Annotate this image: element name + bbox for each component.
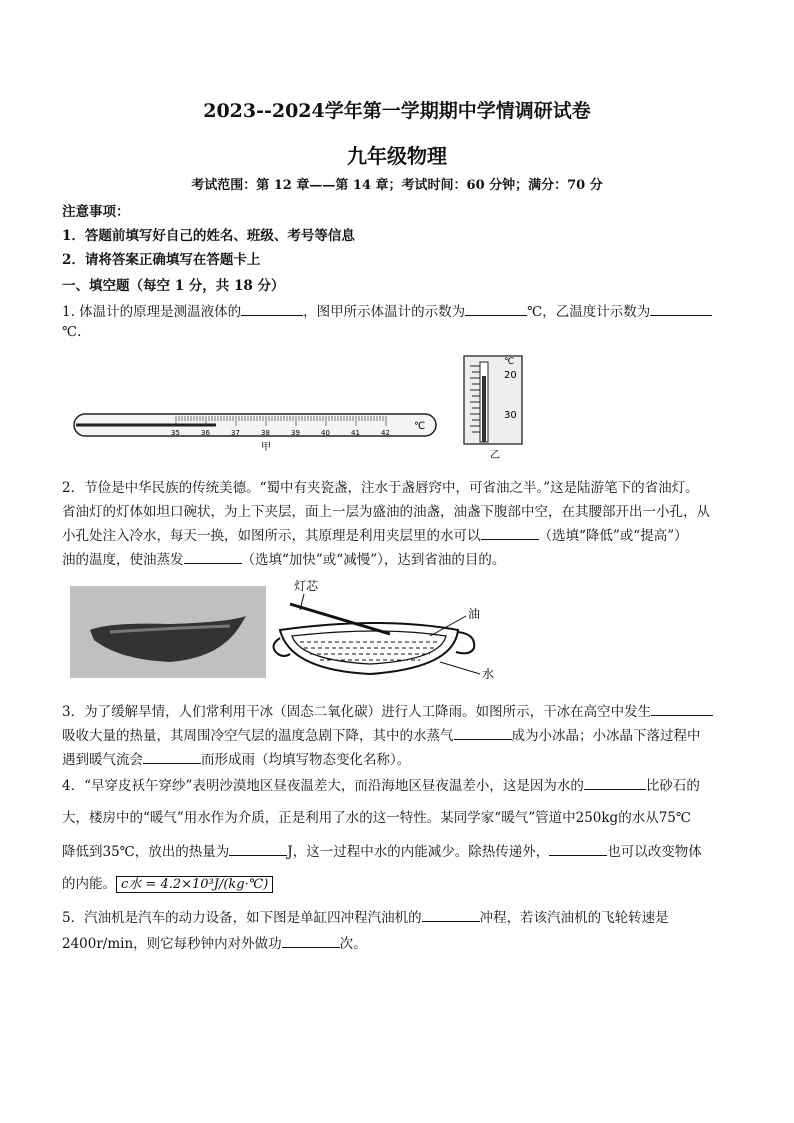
wall-thermometer-label-30: 30 bbox=[504, 410, 517, 421]
wall-thermometer-label-20: 20 bbox=[504, 370, 517, 381]
scale-label-38: 38 bbox=[261, 429, 270, 437]
scale-label-37: 37 bbox=[231, 429, 240, 437]
q4-line-4: 的内能。 c水 = 4.2×10³J/(kg·℃) bbox=[62, 872, 732, 892]
scale-label-41: 41 bbox=[351, 429, 360, 437]
q3-blank-1[interactable] bbox=[651, 703, 713, 716]
q1-blank-2[interactable] bbox=[465, 303, 527, 316]
label-water: 水 bbox=[482, 667, 495, 681]
q3-blank-3[interactable] bbox=[143, 751, 201, 764]
specific-heat-formula: c水 = 4.2×10³J/(kg·℃) bbox=[116, 876, 273, 893]
wall-thermometer-figure bbox=[460, 354, 526, 462]
q4-line-2: 大，楼房中的“暖气”用水作为介质，正是利用了水的这一特性。某同学家“暖气”管道中250kg的水从75℃ bbox=[62, 810, 691, 826]
figure-caption-yi: 乙 bbox=[490, 450, 500, 461]
q4-blank-1[interactable] bbox=[584, 777, 646, 790]
notice-item-1: 1．答题前填写好自己的姓名、班级、考号等信息 bbox=[62, 228, 355, 244]
q5-line-2: 2400r/min，则它每秒钟内对外做功 次。 bbox=[62, 936, 367, 952]
oil-lamp-diagram bbox=[270, 576, 510, 686]
q4-blank-2[interactable] bbox=[229, 843, 287, 856]
scale-label-39: 39 bbox=[291, 429, 300, 437]
scale-label-42: 42 bbox=[381, 429, 390, 437]
exam-meta: 考试范围：第 12 章——第 14 章；考试时间：60 分钟；满分：70 分 bbox=[191, 178, 603, 193]
q1-blank-1[interactable] bbox=[241, 303, 303, 316]
oil-lamp-photo bbox=[70, 586, 266, 678]
q2-line-1: 2．节俭是中华民族的传统美德。“蜀中有夹瓷盏，注水于盏唇窍中，可省油之半。”这是陆游笔下的省油灯。 bbox=[62, 480, 699, 496]
q5-blank-2[interactable] bbox=[282, 935, 340, 948]
q2-line-2: 省油灯的灯体如坦口碗状，为上下夹层，面上一层为盛油的油盏，油盏下腹部中空，在其腰部开出一小孔，从 bbox=[62, 504, 710, 520]
label-oil: 油 bbox=[468, 607, 481, 621]
q2-line-4: 油的温度，使油蒸发 （选填“加快”或“减慢”），达到省油的目的。 bbox=[62, 552, 506, 568]
q3-line-2: 吸收大量的热量，其周围冷空气层的温度急剧下降，其中的水蒸气 成为小冰晶；小冰晶下落过程中 bbox=[62, 728, 701, 744]
q3-line-1: 3．为了缓解旱情，人们常利用干冰（固态二氧化碳）进行人工降雨。如图所示，干冰在高空中发生 bbox=[62, 700, 732, 720]
scale-label-36: 36 bbox=[201, 429, 210, 437]
notice-heading: 注意事项： bbox=[62, 204, 130, 220]
q1-line-2: ℃. bbox=[62, 324, 82, 340]
section-1-heading: 一、填空题（每空 1 分，共 18 分） bbox=[62, 278, 285, 294]
q5-line-1: 5．汽油机是汽车的动力设备，如下图是单缸四冲程汽油机的 冲程，若该汽油机的飞轮转速是 bbox=[62, 910, 669, 926]
clinical-thermometer-figure bbox=[66, 404, 446, 456]
q2-line-3: 小孔处注入冷水，每天一换，如图所示，其原理是利用夹层里的水可以 （选填“降低”或“提高”） bbox=[62, 528, 688, 544]
figure-caption-jia: 甲 bbox=[261, 442, 271, 453]
q1-line-1: 1. 体温计的原理是测温液体的 ，图甲所示体温计的示数为 ℃，乙温度计示数为 bbox=[62, 300, 732, 320]
scale-label-40: 40 bbox=[321, 429, 330, 437]
exam-subtitle: 九年级物理 bbox=[347, 144, 447, 168]
scale-label-35: 35 bbox=[171, 429, 180, 437]
q2-blank-2[interactable] bbox=[184, 551, 242, 564]
q3-line-3: 遇到暖气流会 而形成雨（均填写物态变化名称）。 bbox=[62, 752, 411, 768]
q1-blank-3[interactable] bbox=[650, 303, 712, 316]
notice-item-2: 2．请将答案正确填写在答题卡上 bbox=[62, 252, 261, 268]
q4-blank-3[interactable] bbox=[549, 843, 607, 856]
q3-blank-2[interactable] bbox=[454, 727, 512, 740]
wall-thermometer-unit: ℃ bbox=[504, 357, 515, 367]
q4-line-1: 4．“早穿皮袄午穿纱”表明沙漠地区昼夜温差大，而沿海地区昼夜温差小，这是因为水的 比砂石的 bbox=[62, 778, 700, 794]
q4-line-3: 降低到35℃，放出的热量为 J，这一过程中水的内能减少。除热传递外， 也可以改变物体 bbox=[62, 844, 702, 860]
q2-blank-1[interactable] bbox=[481, 527, 539, 540]
q5-blank-1[interactable] bbox=[422, 909, 480, 922]
exam-title: 2023--2024学年第一学期期中学情调研试卷 bbox=[203, 100, 591, 122]
label-wick: 灯芯 bbox=[294, 579, 319, 593]
clinical-thermometer-unit: ℃ bbox=[414, 421, 426, 432]
